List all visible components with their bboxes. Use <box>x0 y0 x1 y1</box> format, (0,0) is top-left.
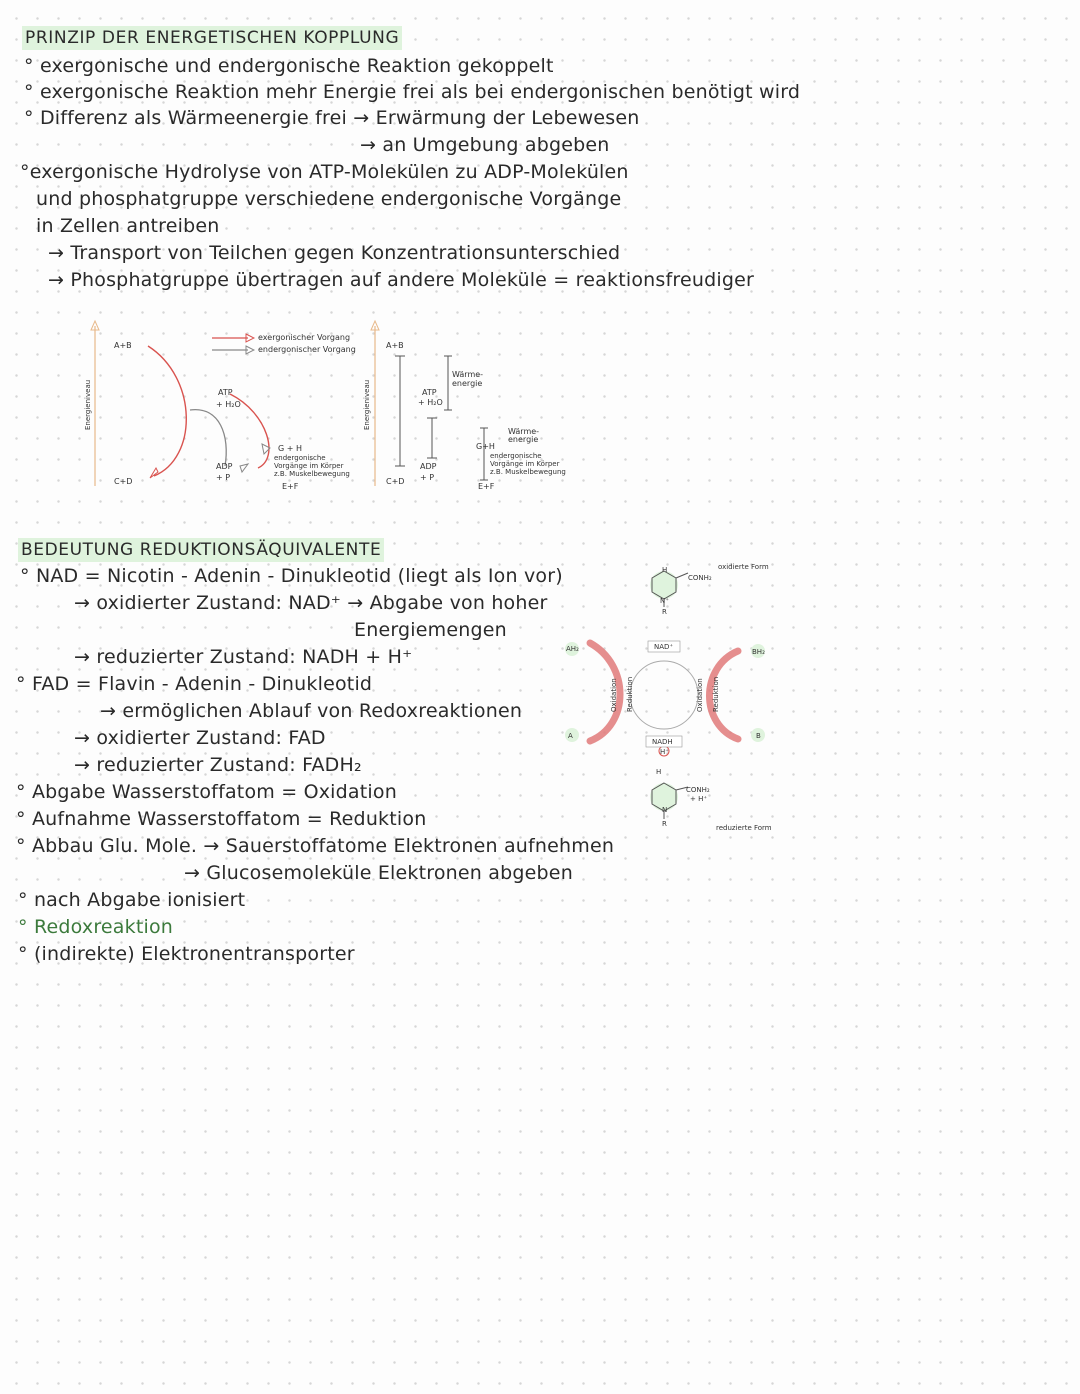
note-line: → an Umgebung abgeben <box>360 134 610 156</box>
label-e-f: E+F <box>478 482 495 491</box>
label-conh2-top: CONH₂ <box>688 574 712 582</box>
label-oxidized-form: oxidierte Form <box>718 563 769 571</box>
note-line: ° Aufnahme Wasserstoffatom = Reduktion <box>16 808 427 830</box>
note-line: und phosphatgruppe verschiedene endergonische Vorgänge <box>36 188 622 210</box>
label-endergonic-3: z.B. Muskelbewegung <box>490 468 566 476</box>
label-endergonic-2: Vorgänge im Körper <box>490 460 560 468</box>
label-r-bottom: R <box>662 820 667 828</box>
heading-energetic-coupling: PRINZIP DER ENERGETISCHEN KOPPLUNG <box>22 26 402 50</box>
label-endergonic-3: z.B. Muskelbewegung <box>274 470 350 478</box>
note-line: ° exergonische Reaktion mehr Energie frei als bei endergonischen benötigt wird <box>24 81 801 103</box>
label-h-plus: H⁺ <box>660 748 669 756</box>
y-axis-label: Energieniveau <box>363 379 371 430</box>
note-line: ° (indirekte) Elektronentransporter <box>18 943 355 965</box>
label-bh2: BH₂ <box>752 648 765 656</box>
note-line: °exergonische Hydrolyse von ATP-Molekülen zu ADP-Molekülen <box>20 161 629 183</box>
note-line: ° Redoxreaktion <box>18 916 174 938</box>
note-line: → ermöglichen Ablauf von Redoxreaktionen <box>100 700 523 722</box>
nad-redox-graphics <box>560 555 800 845</box>
label-h-bottom: H <box>656 768 662 776</box>
note-line: in Zellen antreiben <box>36 215 220 237</box>
label-h-top: H <box>662 566 668 574</box>
exergonic-curve <box>148 346 186 476</box>
label-heat-2b: energie <box>508 435 539 444</box>
label-h2o: + H₂O <box>418 398 443 407</box>
label-plus-h: + H⁺ <box>690 795 708 803</box>
note-line: → Phosphatgruppe übertragen auf andere Moleküle = reaktionsfreudiger <box>48 269 755 291</box>
label-a: A <box>568 732 573 740</box>
label-adp: ADP <box>420 462 437 471</box>
label-heat-1: Wärme- <box>452 370 484 379</box>
label-nad-plus: NAD⁺ <box>654 643 674 651</box>
label-oxidation-right: Oxidation <box>696 678 704 712</box>
note-line: ° Differenz als Wärmeenergie frei → Erwärmung der Lebewesen <box>24 107 640 129</box>
label-reduktion-left: Reduktion <box>626 676 634 712</box>
label-heat-1b: energie <box>452 379 483 388</box>
legend-endergonic: endergonischer Vorgang <box>258 345 356 354</box>
label-endergonic-1: endergonische <box>490 452 542 460</box>
label-conh2-bottom: CONH₂ <box>686 786 710 794</box>
legend-exergonic: exergonischer Vorgang <box>258 333 351 342</box>
label-oxidation-left: Oxidation <box>610 678 618 712</box>
label-endergonic-2: Vorgänge im Körper <box>274 462 344 470</box>
label-n: N <box>662 806 668 814</box>
note-line: ° Abbau Glu. Mole. → Sauerstoffatome Elektronen aufnehmen <box>16 835 615 857</box>
label-nadh: NADH <box>652 738 673 746</box>
label-g-h: G + H <box>278 444 303 453</box>
label-atp: ATP <box>218 388 233 397</box>
label-g-h: G+H <box>476 442 495 451</box>
label-a-b: A+B <box>386 341 404 350</box>
note-line: ° Abgabe Wasserstoffatom = Oxidation <box>16 781 397 803</box>
note-line: ° FAD = Flavin - Adenin - Dinukleotid <box>16 673 373 695</box>
label-n-plus: N⁺ <box>660 597 669 605</box>
note-line: Energiemengen <box>354 619 507 641</box>
label-r-top: R <box>662 608 667 616</box>
label-c-d: C+D <box>114 477 133 486</box>
label-heat-2: Wärme- <box>508 427 540 436</box>
label-ah2: AH₂ <box>566 645 579 653</box>
label-p: + P <box>216 473 231 482</box>
note-line: → oxidierter Zustand: FAD <box>74 727 326 749</box>
label-adp: ADP <box>216 462 233 471</box>
label-reduktion-right: Reduktion <box>712 676 720 712</box>
note-line: → oxidierter Zustand: NAD⁺ → Abgabe von hoher <box>74 592 548 614</box>
label-reduced-form: reduzierte Form <box>716 824 772 832</box>
label-b: B <box>756 732 761 740</box>
note-line: ° NAD = Nicotin - Adenin - Dinukleotid (liegt als Ion vor) <box>20 565 563 587</box>
label-atp: ATP <box>422 388 437 397</box>
label-endergonic-1: endergonische <box>274 454 326 462</box>
label-c-d: C+D <box>386 477 405 486</box>
note-line: → Glucosemoleküle Elektronen abgeben <box>184 862 573 884</box>
heading-reduction-equivalents: BEDEUTUNG REDUKTIONSÄQUIVALENTE <box>18 538 384 562</box>
label-p: + P <box>420 473 435 482</box>
endergonic-curve <box>190 410 226 466</box>
note-line: → Transport von Teilchen gegen Konzentrationsunterschied <box>48 242 621 264</box>
label-h2o: + H₂O <box>216 400 241 409</box>
note-line: → reduzierter Zustand: NADH + H⁺ <box>74 646 413 668</box>
y-axis-label: Energieniveau <box>84 379 92 430</box>
note-line: → reduzierter Zustand: FADH₂ <box>74 754 362 776</box>
label-e-f: E+F <box>282 482 299 491</box>
note-line: ° exergonische und endergonische Reaktion gekoppelt <box>24 55 554 77</box>
label-a-b: A+B <box>114 341 132 350</box>
note-line: ° nach Abgabe ionisiert <box>18 889 246 911</box>
